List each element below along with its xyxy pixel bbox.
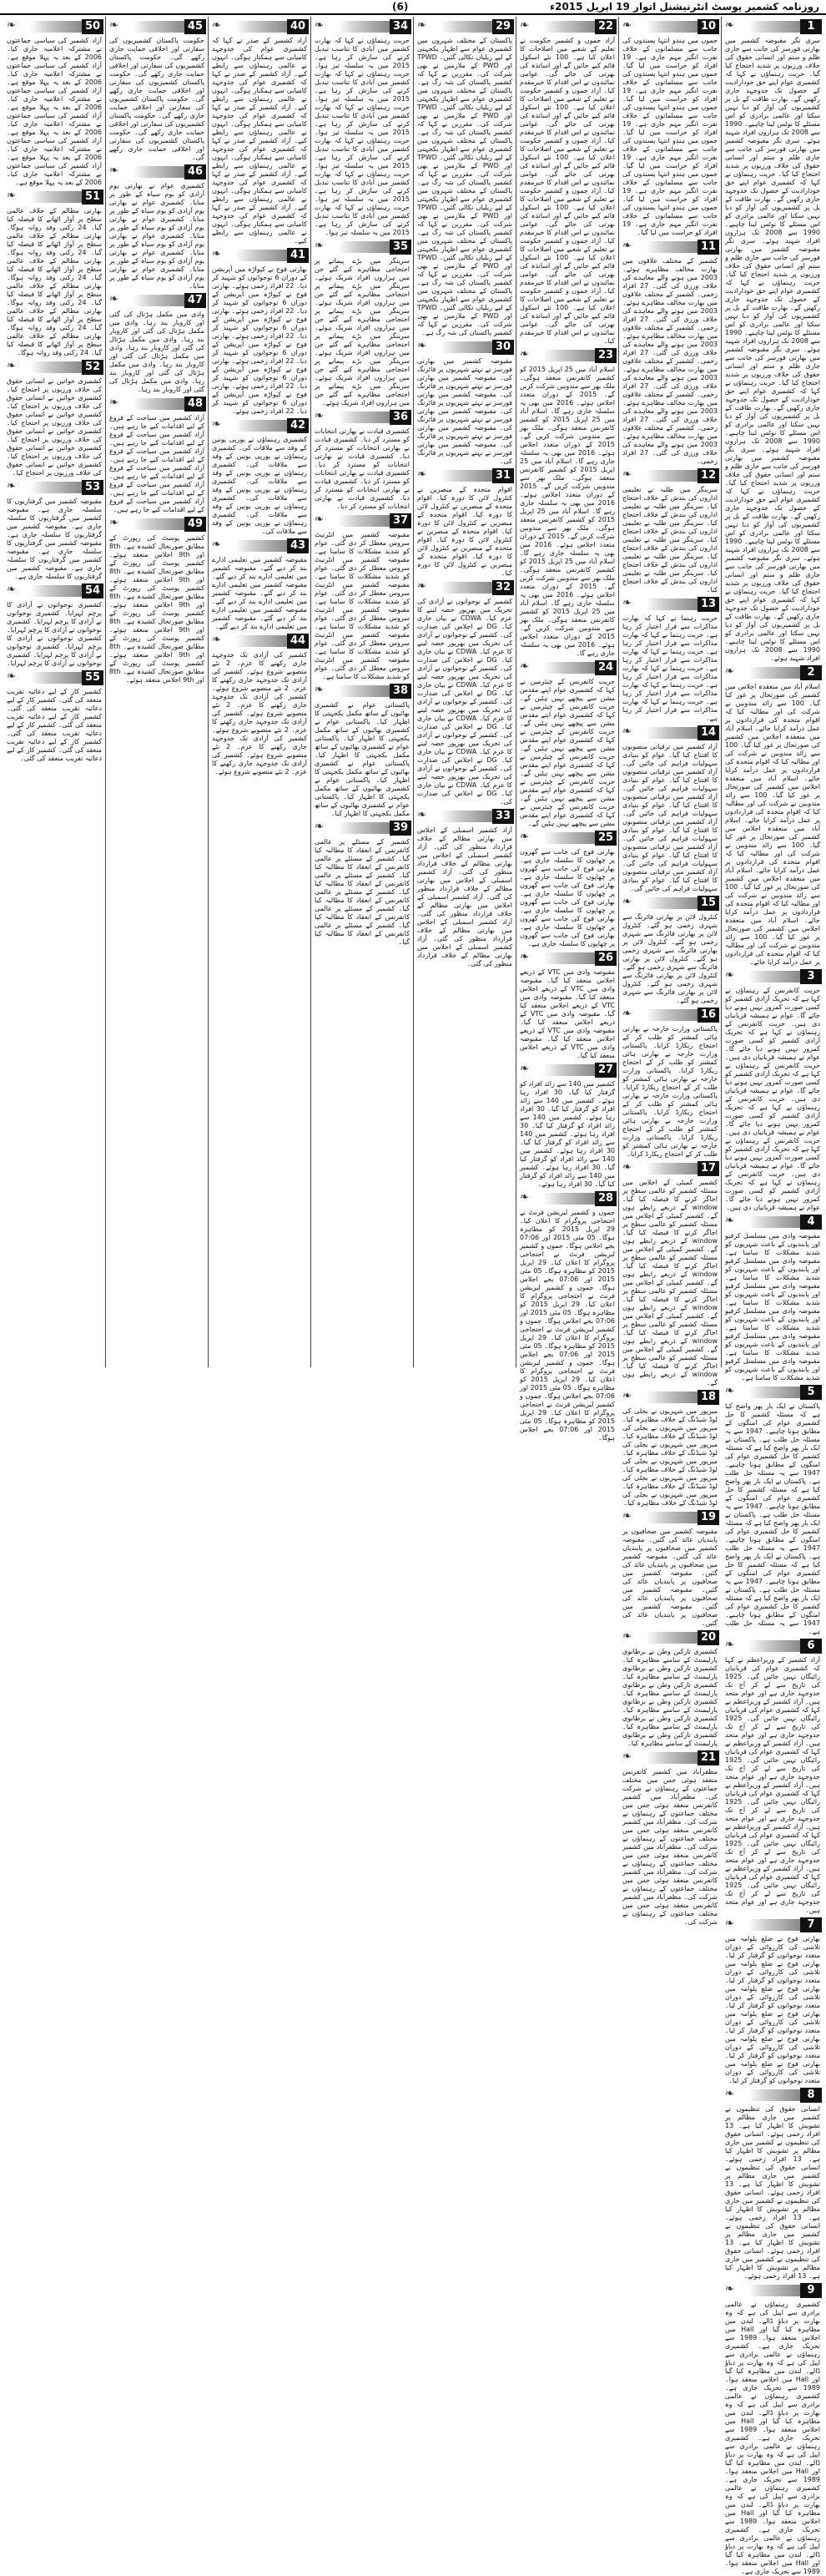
leaf-ornament-icon: ❧ (622, 1390, 632, 1402)
leaf-ornament-icon: ❧ (109, 517, 118, 529)
item-header (210, 19, 309, 34)
gradient-band (338, 822, 390, 834)
leaf-ornament-icon: ❧ (725, 2088, 734, 2100)
item-header (621, 240, 719, 255)
leaf-ornament-icon: ❧ (417, 580, 426, 593)
item-header (416, 340, 514, 355)
leaf-ornament-icon: ❧ (622, 468, 632, 481)
leaf-ornament-icon: ❧ (725, 969, 734, 982)
item-text: کشمیری تارکین وطن نے برطانوی پارلیمنٹ کے سامنے مظاہرہ کیا۔ کشمیری تارکین وطن نے برطانوی پارلیمنٹ کے سامنے مظاہرہ کیا۔ کشمیری تارکین وطن نے برطانوی پارلیمنٹ کے سامنے مظاہرہ کیا۔ کشمیری تارکین وطن نے برطانوی پارلیمنٹ کے سامنے مظاہرہ کیا۔ کشمیری تارکین وطن نے برطانوی پارلیمنٹ کے سامنے مظاہرہ کیا۔ کشمیری تارکین وطن نے برطانوی پارلیمنٹ کے سامنے مظاہرہ کیا۔ (622, 1648, 718, 1747)
masthead (0, 0, 826, 15)
item-text: بھارتی فوج نے ضلع پلوامہ میں تلاشی کی کارروائی کے دوران متعدد نوجوانوں کو گرفتار کر لیا۔ بھارتی فوج نے ضلع پلوامہ میں تلاشی کی کارروائی کے دوران متعدد نوجوانوں کو گرفتار کر لیا۔ بھارتی فوج نے ضلع پلوامہ میں تلاشی کی کارروائی کے دوران متعدد نوجوانوں کو گرفتار کر لیا۔ بھارتی فوج نے ضلع پلوامہ میں تلاشی کی کارروائی کے دوران متعدد نوجوانوں کو گرفتار کر لیا۔ بھارتی فوج نے ضلع پلوامہ میں تلاشی کی کارروائی کے دوران متعدد نوجوانوں کو گرفتار کر لیا۔ بھارتی فوج نے ضلع پلوامہ میں تلاشی کی کارروائی کے دوران متعدد نوجوانوں کو گرفتار کر لیا۔ (725, 1935, 820, 2084)
gradient-band (543, 1064, 595, 1076)
item-header (313, 240, 411, 255)
news-column (108, 17, 206, 1367)
leaf-ornament-icon: ❧ (520, 348, 529, 361)
leaf-ornament-icon: ❧ (315, 240, 324, 252)
item-text: مظفرآباد میں کشمیر کانفرنس منعقد ہوئی جس میں مختلف جماعتوں کے رہنماؤں نے شرکت کی۔ مظفرآباد میں کشمیر کانفرنس منعقد ہوئی جس میں مختلف جماعتوں کے رہنماؤں نے شرکت کی۔ مظفرآباد میں کشمیر کانفرنس منعقد ہوئی جس میں مختلف جماعتوں کے رہنماؤں نے شرکت کی۔ مظفرآباد میں کشمیر کانفرنس منعقد ہوئی جس میں مختلف جماعتوں کے رہنماؤں نے شرکت کی۔ مظفرآباد میں کشمیر کانفرنس منعقد ہوئی جس میں مختلف جماعتوں کے رہنماؤں نے شرکت کی۔ مظفرآباد میں کشمیر کانفرنس منعقد ہوئی جس میں مختلف جماعتوں کے رہنماؤں نے شرکت کی۔ (622, 1768, 718, 1926)
leaf-ornament-icon: ❧ (315, 821, 324, 833)
item-number-badge: 18 (698, 1390, 719, 1405)
gradient-band (646, 1163, 698, 1174)
item-text: کشمیر کے نوجوانوں نے آزادی کی تحریک میں بھرپور حصہ لینے کا عزم کیا۔ CDWA نے بیان جاری کیا۔ DG نے اجلاس کی صدارت کی۔ کشمیر کے نوجوانوں نے آزادی کی تحریک میں بھرپور حصہ لینے کا عزم کیا۔ CDWA نے بیان جاری کیا۔ DG نے اجلاس کی صدارت کی۔ کشمیر کے نوجوانوں نے آزادی کی تحریک میں بھرپور حصہ لینے کا عزم کیا۔ CDWA نے بیان جاری کیا۔ DG نے اجلاس کی صدارت کی۔ کشمیر کے نوجوانوں نے آزادی کی تحریک میں بھرپور حصہ لینے کا عزم کیا۔ CDWA نے بیان جاری کیا۔ DG نے اجلاس کی صدارت کی۔ کشمیر کے نوجوانوں نے آزادی کی تحریک میں بھرپور حصہ لینے کا عزم کیا۔ CDWA نے بیان جاری کیا۔ DG نے اجلاس کی صدارت کی۔ کشمیر کے نوجوانوں نے آزادی کی تحریک میں بھرپور حصہ لینے کا عزم کیا۔ CDWA نے بیان جاری کیا۔ DG نے اجلاس کی صدارت کی۔ (417, 598, 512, 806)
item-header (5, 670, 103, 685)
gradient-band (338, 412, 390, 423)
item-number-badge: 23 (595, 348, 617, 363)
item-text: کشمیر کمیٹی کے اجلاس میں مسئلہ کشمیر کو عالمی سطح پر اجاگر کرنے کا فیصلہ کیا گیا۔ window کے ذریعے رابطے ہوں گے۔ کشمیر کمیٹی کے اجلاس میں مسئلہ کشمیر کو عالمی سطح پر اجاگر کرنے کا فیصلہ کیا گیا۔ window کے ذریعے رابطے ہوں گے۔ کشمیر کمیٹی کے اجلاس میں مسئلہ کشمیر کو عالمی سطح پر اجاگر کرنے کا فیصلہ کیا گیا۔ window کے ذریعے رابطے ہوں گے۔ کشمیر کمیٹی کے اجلاس میں مسئلہ کشمیر کو عالمی سطح پر اجاگر کرنے کا فیصلہ کیا گیا۔ window کے ذریعے رابطے ہوں گے۔ کشمیر کمیٹی کے اجلاس میں مسئلہ کشمیر کو عالمی سطح پر اجاگر کرنے کا فیصلہ کیا گیا۔ window کے ذریعے رابطے ہوں گے۔ کشمیر کمیٹی کے اجلاس میں مسئلہ کشمیر کو عالمی سطح پر اجاگر کرنے کا فیصلہ کیا گیا۔ window کے ذریعے رابطے ہوں گے۔ (622, 1179, 718, 1386)
item-number-badge: 54 (82, 583, 103, 599)
item-text: کشمیری رہنماؤں نے یورپی یونین کے وفد سے ملاقات کی۔ کشمیری رہنماؤں نے یورپی یونین کے وفد سے ملاقات کی۔ کشمیری رہنماؤں نے یورپی یونین کے وفد سے ملاقات کی۔ کشمیری رہنماؤں نے یورپی یونین کے وفد سے ملاقات کی۔ کشمیری رہنماؤں نے یورپی یونین کے وفد سے ملاقات کی۔ کشمیری رہنماؤں نے یورپی یونین کے وفد سے ملاقات کی۔ (212, 436, 307, 535)
item-number-badge: 39 (390, 821, 411, 836)
item-text: بھارتی مظالم کے خلاف عالمی سطح پر آواز اٹھانے کا فیصلہ کیا گیا۔ 24 رکنی وفد روانہ ہوگا۔ بھارتی مظالم کے خلاف عالمی سطح پر آواز اٹھانے کا فیصلہ کیا گیا۔ 24 رکنی وفد روانہ ہوگا۔ بھارتی مظالم کے خلاف عالمی سطح پر آواز اٹھانے کا فیصلہ کیا گیا۔ 24 رکنی وفد روانہ ہوگا۔ بھارتی مظالم کے خلاف عالمی سطح پر آواز اٹھانے کا فیصلہ کیا گیا۔ 24 رکنی وفد روانہ ہوگا۔ بھارتی مظالم کے خلاف عالمی سطح پر آواز اٹھانے کا فیصلہ کیا گیا۔ 24 رکنی وفد روانہ ہوگا۔ بھارتی مظالم کے خلاف عالمی سطح پر آواز اٹھانے کا فیصلہ کیا گیا۔ 24 رکنی وفد روانہ ہوگا۔ (7, 207, 102, 356)
gradient-band (646, 897, 698, 909)
gradient-band (338, 241, 390, 253)
gradient-band (133, 398, 184, 410)
page-number: (6) (392, 1, 409, 13)
item-header (108, 397, 206, 412)
leaf-ornament-icon: ❧ (7, 480, 16, 492)
item-text: کشمیر میں 140 سے زائد افراد کو گرفتار کیا گیا۔ 30 افراد رہا ہوئے۔ کشمیر میں 140 سے زائد افراد کو گرفتار کیا گیا۔ 30 افراد رہا ہوئے۔ کشمیر میں 140 سے زائد افراد کو گرفتار کیا گیا۔ 30 افراد رہا ہوئے۔ کشمیر میں 140 سے زائد افراد کو گرفتار کیا گیا۔ 30 افراد رہا ہوئے۔ کشمیر میں 140 سے زائد افراد کو گرفتار کیا گیا۔ 30 افراد رہا ہوئے۔ کشمیر میں 140 سے زائد افراد کو گرفتار کیا گیا۔ 30 افراد رہا ہوئے۔ (520, 1080, 616, 1188)
item-text: اقوام متحدہ کے مبصرین نے کنٹرول لائن کا دورہ کیا۔ اقوام متحدہ کے مبصرین نے کنٹرول لائن کا دورہ کیا۔ اقوام متحدہ کے مبصرین نے کنٹرول لائن کا دورہ کیا۔ اقوام متحدہ کے مبصرین نے کنٹرول لائن کا دورہ کیا۔ اقوام متحدہ کے مبصرین نے کنٹرول لائن کا دورہ کیا۔ اقوام متحدہ کے مبصرین نے کنٹرول لائن کا دورہ کیا۔ (417, 486, 512, 577)
item-text: پاکستان کے مختلف شہروں میں کشمیری عوام سے اظہار یکجہتی کے لیے ریلیاں نکالی گئیں۔ TPWD اور PWD کے ملازمین نے بھی شرکت کی۔ مقررین نے کہا کہ کشمیر پاکستان کی شہ رگ ہے۔ پاکستان کے مختلف شہروں میں کشمیری عوام سے اظہار یکجہتی کے لیے ریلیاں نکالی گئیں۔ TPWD اور PWD کے ملازمین نے بھی شرکت کی۔ مقررین نے کہا کہ کشمیر پاکستان کی شہ رگ ہے۔ پاکستان کے مختلف شہروں میں کشمیری عوام سے اظہار یکجہتی کے لیے ریلیاں نکالی گئیں۔ TPWD اور PWD کے ملازمین نے بھی شرکت کی۔ مقررین نے کہا کہ کشمیر پاکستان کی شہ رگ ہے۔ پاکستان کے مختلف شہروں میں کشمیری عوام سے اظہار یکجہتی کے لیے ریلیاں نکالی گئیں۔ TPWD اور PWD کے ملازمین نے بھی شرکت کی۔ مقررین نے کہا کہ کشمیر پاکستان کی شہ رگ ہے۔ پاکستان کے مختلف شہروں میں کشمیری عوام سے اظہار یکجہتی کے لیے ریلیاں نکالی گئیں۔ TPWD اور PWD کے ملازمین نے بھی شرکت کی۔ مقررین نے کہا کہ کشمیر پاکستان کی شہ رگ ہے۔ پاکستان کے مختلف شہروں میں کشمیری عوام سے اظہار یکجہتی کے لیے ریلیاں نکالی گئیں۔ TPWD اور PWD کے ملازمین نے بھی شرکت کی۔ مقررین نے کہا کہ کشمیر پاکستان کی شہ رگ ہے۔ (417, 37, 513, 336)
gradient-band (543, 350, 595, 361)
gradient-band (338, 685, 390, 697)
leaf-ornament-icon: ❧ (622, 19, 632, 32)
item-header (416, 809, 514, 824)
item-text: بھارتی فوج نے کپواڑہ میں آپریشن کے دوران 6 نوجوانوں کو شہید کر دیا۔ 22 افراد زخمی ہوئے۔ بھارتی فوج نے کپواڑہ میں آپریشن کے دوران 6 نوجوانوں کو شہید کر دیا۔ 22 افراد زخمی ہوئے۔ بھارتی فوج نے کپواڑہ میں آپریشن کے دوران 6 نوجوانوں کو شہید کر دیا۔ 22 افراد زخمی ہوئے۔ بھارتی فوج نے کپواڑہ میں آپریشن کے دوران 6 نوجوانوں کو شہید کر دیا۔ 22 افراد زخمی ہوئے۔ بھارتی فوج نے کپواڑہ میں آپریشن کے دوران 6 نوجوانوں کو شہید کر دیا۔ 22 افراد زخمی ہوئے۔ بھارتی فوج نے کپواڑہ میں آپریشن کے دوران 6 نوجوانوں کو شہید کر دیا۔ 22 افراد زخمی ہوئے۔ (212, 265, 308, 415)
gradient-band (338, 515, 390, 527)
gradient-band (646, 241, 698, 253)
leaf-ornament-icon: ❧ (315, 513, 324, 526)
item-number-badge: 17 (698, 1161, 719, 1176)
gradient-band (748, 2285, 800, 2296)
leaf-ornament-icon: ❧ (725, 19, 734, 32)
item-header (723, 1917, 822, 1932)
item-header (621, 1390, 719, 1405)
gradient-band (748, 21, 800, 33)
item-number-badge: 45 (184, 19, 206, 34)
item-number-badge: 6 (800, 1639, 822, 1654)
item-header (210, 418, 309, 433)
item-number-badge: 53 (82, 480, 103, 495)
item-number-badge: 46 (184, 164, 206, 179)
item-header (621, 1510, 719, 1525)
item-number-badge: 28 (595, 1191, 617, 1206)
news-column (621, 17, 719, 1926)
column-rule (208, 17, 209, 1367)
leaf-ornament-icon: ❧ (212, 538, 221, 551)
item-number-badge: 42 (287, 418, 309, 433)
item-number-badge: 41 (287, 248, 309, 263)
item-number-badge: 33 (492, 809, 514, 824)
gradient-band (748, 1216, 800, 1228)
item-header (210, 634, 309, 649)
leaf-ornament-icon: ❧ (315, 19, 324, 32)
item-text: سرینگر میں بڑے پیمانے پر احتجاجی مظاہرے کیے گئے جن میں ہزاروں افراد شریک ہوئے۔ سرینگر میں بڑے پیمانے پر احتجاجی مظاہرے کیے گئے جن میں ہزاروں افراد شریک ہوئے۔ سرینگر میں بڑے پیمانے پر احتجاجی مظاہرے کیے گئے جن میں ہزاروں افراد شریک ہوئے۔ سرینگر میں بڑے پیمانے پر احتجاجی مظاہرے کیے گئے جن میں ہزاروں افراد شریک ہوئے۔ سرینگر میں بڑے پیمانے پر احتجاجی مظاہرے کیے گئے جن میں ہزاروں افراد شریک ہوئے۔ سرینگر میں بڑے پیمانے پر احتجاجی مظاہرے کیے گئے جن میں ہزاروں افراد شریک ہوئے۔ (315, 257, 410, 407)
item-number-badge: 13 (698, 597, 719, 612)
item-number-badge: 50 (82, 19, 103, 34)
item-header (723, 1639, 822, 1654)
leaf-ornament-icon: ❧ (520, 660, 529, 673)
gradient-band (748, 971, 800, 982)
item-header (313, 513, 411, 528)
item-header (621, 597, 719, 612)
item-text: مقبوضہ کشمیر میں تعلیمی ادارے بند کر دیے گئے۔ مقبوضہ کشمیر میں تعلیمی ادارے بند کر دیے گئے۔ مقبوضہ کشمیر میں تعلیمی ادارے بند کر دیے گئے۔ مقبوضہ کشمیر میں تعلیمی ادارے بند کر دیے گئے۔ مقبوضہ کشمیر میں تعلیمی ادارے بند کر دیے گئے۔ مقبوضہ کشمیر میں تعلیمی ادارے بند کر دیے گئے۔ (212, 556, 307, 630)
item-number-badge: 36 (390, 410, 411, 425)
item-number-badge: 40 (287, 19, 309, 34)
item-text: مقبوضہ کشمیر میں گرفتاریوں کا سلسلہ جاری ہے۔ مقبوضہ کشمیر میں گرفتاریوں کا سلسلہ جاری ہے۔ مقبوضہ کشمیر میں گرفتاریوں کا سلسلہ جاری ہے۔ مقبوضہ کشمیر میں گرفتاریوں کا سلسلہ جاری ہے۔ مقبوضہ کشمیر میں گرفتاریوں کا سلسلہ جاری ہے۔ مقبوضہ کشمیر میں گرفتاریوں کا سلسلہ جاری ہے۔ (7, 498, 102, 580)
item-number-badge: 10 (698, 19, 719, 34)
leaf-ornament-icon: ❧ (725, 1639, 734, 1651)
gradient-band (543, 21, 595, 33)
item-text: پاکستانی عوام نے کشمیری بھائیوں کے ساتھ مکمل یکجہتی کا اظہار کیا۔ پاکستانی عوام نے کشمیری بھائیوں کے ساتھ مکمل یکجہتی کا اظہار کیا۔ پاکستانی عوام نے کشمیری بھائیوں کے ساتھ مکمل یکجہتی کا اظہار کیا۔ پاکستانی عوام نے کشمیری بھائیوں کے ساتھ مکمل یکجہتی کا اظہار کیا۔ پاکستانی عوام نے کشمیری بھائیوں کے ساتھ مکمل یکجہتی کا اظہار کیا۔ پاکستانی عوام نے کشمیری بھائیوں کے ساتھ مکمل یکجہتی کا اظہار کیا۔ (315, 701, 410, 817)
item-text: کنٹرول لائن پر بھارتی فائرنگ سے شہری زخمی ہو گئے۔ کنٹرول لائن پر بھارتی فائرنگ سے شہری زخمی ہو گئے۔ کنٹرول لائن پر بھارتی فائرنگ سے شہری زخمی ہو گئے۔ کنٹرول لائن پر بھارتی فائرنگ سے شہری زخمی ہو گئے۔ کنٹرول لائن پر بھارتی فائرنگ سے شہری زخمی ہو گئے۔ کنٹرول لائن پر بھارتی فائرنگ سے شہری زخمی ہو گئے۔ (622, 913, 718, 1004)
gradient-band (441, 341, 492, 353)
item-text: آزاد کشمیر کی سیاسی جماعتوں نے مشترکہ اعلامیہ جاری کیا۔ 2006 کے بعد یہ پہلا موقع ہے۔ آزاد کشمیر کی سیاسی جماعتوں نے مشترکہ اعلامیہ جاری کیا۔ 2006 کے بعد یہ پہلا موقع ہے۔ آزاد کشمیر کی سیاسی جماعتوں نے مشترکہ اعلامیہ جاری کیا۔ 2006 کے بعد یہ پہلا موقع ہے۔ آزاد کشمیر کی سیاسی جماعتوں نے مشترکہ اعلامیہ جاری کیا۔ 2006 کے بعد یہ پہلا موقع ہے۔ آزاد کشمیر کی سیاسی جماعتوں نے مشترکہ اعلامیہ جاری کیا۔ 2006 کے بعد یہ پہلا موقع ہے۔ آزاد کشمیر کی سیاسی جماعتوں نے مشترکہ اعلامیہ جاری کیا۔ 2006 کے بعد یہ پہلا موقع ہے۔ (7, 37, 102, 186)
item-header (723, 1215, 822, 1230)
item-number-badge: 47 (184, 293, 206, 308)
item-text: اسلام آباد میں منعقدہ اجلاس میں کشمیر کی صورتحال پر غور کیا گیا۔ 100 سے زائد مندوبین نے شرکت کی اور مطالبہ کیا کہ اقوام متحدہ کی قراردادوں پر عمل درآمد کرایا جائے۔ اسلام آباد میں منعقدہ اجلاس میں کشمیر کی صورتحال پر غور کیا گیا۔ 100 سے زائد مندوبین نے شرکت کی اور مطالبہ کیا کہ اقوام متحدہ کی قراردادوں پر عمل درآمد کرایا جائے۔ اسلام آباد میں منعقدہ اجلاس میں کشمیر کی صورتحال پر غور کیا گیا۔ 100 سے زائد مندوبین نے شرکت کی اور مطالبہ کیا کہ اقوام متحدہ کی قراردادوں پر عمل درآمد کرایا جائے۔ اسلام آباد میں منعقدہ اجلاس میں کشمیر کی صورتحال پر غور کیا گیا۔ 100 سے زائد مندوبین نے شرکت کی اور مطالبہ کیا کہ اقوام متحدہ کی قراردادوں پر عمل درآمد کرایا جائے۔ اسلام آباد میں منعقدہ اجلاس میں کشمیر کی صورتحال پر غور کیا گیا۔ 100 سے زائد مندوبین نے شرکت کی اور مطالبہ کیا کہ اقوام متحدہ کی قراردادوں پر عمل درآمد کرایا جائے۔ اسلام آباد میں منعقدہ اجلاس میں کشمیر کی صورتحال پر غور کیا گیا۔ 100 سے زائد مندوبین نے شرکت کی اور مطالبہ کیا کہ اقوام متحدہ کی قراردادوں پر عمل درآمد کرایا جائے۔ (725, 683, 821, 966)
gradient-band (133, 166, 184, 178)
gradient-band (235, 250, 287, 261)
item-number-badge: 52 (82, 360, 103, 375)
item-text: حریت کانفرنس کے رہنماؤں نے کہا ہے کہ تحریک آزادی کشمیر کو کسی صورت کمزور نہیں ہونے دیا جائے گا۔ عوام نے ہمیشہ قربانیاں دی ہیں۔ حریت کانفرنس کے رہنماؤں نے کہا ہے کہ تحریک آزادی کشمیر کو کسی صورت کمزور نہیں ہونے دیا جائے گا۔ عوام نے ہمیشہ قربانیاں دی ہیں۔ حریت کانفرنس کے رہنماؤں نے کہا ہے کہ تحریک آزادی کشمیر کو کسی صورت کمزور نہیں ہونے دیا جائے گا۔ عوام نے ہمیشہ قربانیاں دی ہیں۔ حریت کانفرنس کے رہنماؤں نے کہا ہے کہ تحریک آزادی کشمیر کو کسی صورت کمزور نہیں ہونے دیا جائے گا۔ عوام نے ہمیشہ قربانیاں دی ہیں۔ حریت کانفرنس کے رہنماؤں نے کہا ہے کہ تحریک آزادی کشمیر کو کسی صورت کمزور نہیں ہونے دیا جائے گا۔ عوام نے ہمیشہ قربانیاں دی ہیں۔ حریت کانفرنس کے رہنماؤں نے کہا ہے کہ تحریک آزادی کشمیر کو کسی صورت کمزور نہیں ہونے دیا جائے گا۔ عوام نے ہمیشہ قربانیاں دی ہیں۔ (725, 987, 820, 1211)
item-text: کشمیر پوسٹ کی رپورٹ کے مطابق صورتحال کشیدہ ہے۔ 8th اور 9th اجلاس منعقد ہوئے۔ کشمیر پوسٹ کی رپورٹ کے مطابق صورتحال کشیدہ ہے۔ 8th اور 9th اجلاس منعقد ہوئے۔ کشمیر پوسٹ کی رپورٹ کے مطابق صورتحال کشیدہ ہے۔ 8th اور 9th اجلاس منعقد ہوئے۔ کشمیر پوسٹ کی رپورٹ کے مطابق صورتحال کشیدہ ہے۔ 8th اور 9th اجلاس منعقد ہوئے۔ کشمیر پوسٹ کی رپورٹ کے مطابق صورتحال کشیدہ ہے۔ 8th اور 9th اجلاس منعقد ہوئے۔ کشمیر پوسٹ کی رپورٹ کے مطابق صورتحال کشیدہ ہے۔ 8th اور 9th اجلاس منعقد ہوئے۔ (109, 534, 204, 684)
column-rule (310, 17, 311, 1367)
item-text: اسلام آباد میں 25 اپریل 2015 کو کشمیر کانفرنس منعقد ہوگی۔ ملک بھر سے مندوبین شرکت کریں گے۔ 2015 کے دوران متعدد اجلاس ہوئے۔ 2016 میں بھی یہ سلسلہ جاری رہے گا۔ اسلام آباد میں 25 اپریل 2015 کو کشمیر کانفرنس منعقد ہوگی۔ ملک بھر سے مندوبین شرکت کریں گے۔ 2015 کے دوران متعدد اجلاس ہوئے۔ 2016 میں بھی یہ سلسلہ جاری رہے گا۔ اسلام آباد میں 25 اپریل 2015 کو کشمیر کانفرنس منعقد ہوگی۔ ملک بھر سے مندوبین شرکت کریں گے۔ 2015 کے دوران متعدد اجلاس ہوئے۔ 2016 میں بھی یہ سلسلہ جاری رہے گا۔ اسلام آباد میں 25 اپریل 2015 کو کشمیر کانفرنس منعقد ہوگی۔ ملک بھر سے مندوبین شرکت کریں گے۔ 2015 کے دوران متعدد اجلاس ہوئے۔ 2016 میں بھی یہ سلسلہ جاری رہے گا۔ اسلام آباد میں 25 اپریل 2015 کو کشمیر کانفرنس منعقد ہوگی۔ ملک بھر سے مندوبین شرکت کریں گے۔ 2015 کے دوران متعدد اجلاس ہوئے۔ 2016 میں بھی یہ سلسلہ جاری رہے گا۔ اسلام آباد میں 25 اپریل 2015 کو کشمیر کانفرنس منعقد ہوگی۔ ملک بھر سے مندوبین شرکت کریں گے۔ 2015 کے دوران متعدد اجلاس ہوئے۔ 2016 میں بھی یہ سلسلہ جاری رہے گا۔ (520, 366, 616, 657)
leaf-ornament-icon: ❧ (725, 1917, 734, 1930)
gradient-band (748, 1919, 800, 1931)
item-number-badge: 48 (184, 397, 206, 412)
item-number-badge: 31 (492, 468, 514, 483)
leaf-ornament-icon: ❧ (315, 684, 324, 696)
item-header (5, 583, 103, 599)
news-column (313, 17, 411, 1367)
leaf-ornament-icon: ❧ (417, 19, 426, 32)
item-number-badge: 26 (595, 951, 617, 966)
leaf-ornament-icon: ❧ (212, 248, 221, 260)
leaf-ornament-icon: ❧ (622, 1630, 632, 1643)
leaf-ornament-icon: ❧ (109, 19, 118, 32)
item-text: وادی میں مکمل ہڑتال کی گئی اور کاروبار بند رہا۔ وادی میں مکمل ہڑتال کی گئی اور کاروبار بند رہا۔ وادی میں مکمل ہڑتال کی گئی اور کاروبار بند رہا۔ وادی میں مکمل ہڑتال کی گئی اور کاروبار بند رہا۔ وادی میں مکمل ہڑتال کی گئی اور کاروبار بند رہا۔ وادی میں مکمل ہڑتال کی گئی اور کاروبار بند رہا۔ (109, 311, 204, 393)
item-text: حکومت پاکستان کشمیریوں کی سفارتی اور اخلاقی حمایت جاری رکھے گی۔ حکومت پاکستان کشمیریوں کی سفارتی اور اخلاقی حمایت جاری رکھے گی۔ حکومت پاکستان کشمیریوں کی سفارتی اور اخلاقی حمایت جاری رکھے گی۔ حکومت پاکستان کشمیریوں کی سفارتی اور اخلاقی حمایت جاری رکھے گی۔ حکومت پاکستان کشمیریوں کی سفارتی اور اخلاقی حمایت جاری رکھے گی۔ حکومت پاکستان کشمیریوں کی سفارتی اور اخلاقی حمایت جاری رکھے گی۔ (109, 37, 204, 161)
item-header (621, 725, 719, 740)
gradient-band (235, 21, 287, 33)
item-number-badge: 38 (390, 684, 411, 699)
item-header (416, 19, 514, 34)
item-number-badge: 32 (492, 580, 514, 595)
item-text: حریت کانفرنس کے چیئرمین نے کہا کہ کشمیری عوام اپنے مقدس مشن سے پیچھے نہیں ہٹیں گے۔ حریت کانفرنس کے چیئرمین نے کہا کہ کشمیری عوام اپنے مقدس مشن سے پیچھے نہیں ہٹیں گے۔ حریت کانفرنس کے چیئرمین نے کہا کہ کشمیری عوام اپنے مقدس مشن سے پیچھے نہیں ہٹیں گے۔ حریت کانفرنس کے چیئرمین نے کہا کہ کشمیری عوام اپنے مقدس مشن سے پیچھے نہیں ہٹیں گے۔ حریت کانفرنس کے چیئرمین نے کہا کہ کشمیری عوام اپنے مقدس مشن سے پیچھے نہیں ہٹیں گے۔ حریت کانفرنس کے چیئرمین نے کہا کہ کشمیری عوام اپنے مقدس مشن سے پیچھے نہیں ہٹیں گے۔ (520, 678, 615, 827)
item-header (518, 1191, 617, 1206)
item-text: انسانی حقوق کی تنظیموں نے کشمیر میں جاری مظالم پر تشویش کا اظہار کیا ہے۔ 13 افراد زخمی ہوئے۔ انسانی حقوق کی تنظیموں نے کشمیر میں جاری مظالم پر تشویش کا اظہار کیا ہے۔ 13 افراد زخمی ہوئے۔ انسانی حقوق کی تنظیموں نے کشمیر میں جاری مظالم پر تشویش کا اظہار کیا ہے۔ 13 افراد زخمی ہوئے۔ انسانی حقوق کی تنظیموں نے کشمیر میں جاری مظالم پر تشویش کا اظہار کیا ہے۔ 13 افراد زخمی ہوئے۔ انسانی حقوق کی تنظیموں نے کشمیر میں جاری مظالم پر تشویش کا اظہار کیا ہے۔ 13 افراد زخمی ہوئے۔ انسانی حقوق کی تنظیموں نے کشمیر میں جاری مظالم پر تشویش کا اظہار کیا ہے۔ 13 افراد زخمی ہوئے۔ (725, 2105, 820, 2280)
item-text: سرینگر میں طلبہ نے تعلیمی اداروں کی بندش کے خلاف احتجاج کیا۔ سرینگر میں طلبہ نے تعلیمی اداروں کی بندش کے خلاف احتجاج کیا۔ سرینگر میں طلبہ نے تعلیمی اداروں کی بندش کے خلاف احتجاج کیا۔ سرینگر میں طلبہ نے تعلیمی اداروں کی بندش کے خلاف احتجاج کیا۔ سرینگر میں طلبہ نے تعلیمی اداروں کی بندش کے خلاف احتجاج کیا۔ سرینگر میں طلبہ نے تعلیمی اداروں کی بندش کے خلاف احتجاج کیا۔ (622, 486, 718, 593)
item-text: پاکستان نے ایک بار پھر واضح کیا ہے کہ مسئلہ کشمیر کا حل کشمیری عوام کی امنگوں کے مطابق ہونا چاہیے۔ 1947 سے یہ مسئلہ حل طلب ہے۔ پاکستان نے ایک بار پھر واضح کیا ہے کہ مسئلہ کشمیر کا حل کشمیری عوام کی امنگوں کے مطابق ہونا چاہیے۔ 1947 سے یہ مسئلہ حل طلب ہے۔ پاکستان نے ایک بار پھر واضح کیا ہے کہ مسئلہ کشمیر کا حل کشمیری عوام کی امنگوں کے مطابق ہونا چاہیے۔ 1947 سے یہ مسئلہ حل طلب ہے۔ پاکستان نے ایک بار پھر واضح کیا ہے کہ مسئلہ کشمیر کا حل کشمیری عوام کی امنگوں کے مطابق ہونا چاہیے۔ 1947 سے یہ مسئلہ حل طلب ہے۔ پاکستان نے ایک بار پھر واضح کیا ہے کہ مسئلہ کشمیر کا حل کشمیری عوام کی امنگوں کے مطابق ہونا چاہیے۔ 1947 سے یہ مسئلہ حل طلب ہے۔ پاکستان نے ایک بار پھر واضح کیا ہے کہ مسئلہ کشمیر کا حل کشمیری عوام کی امنگوں کے مطابق ہونا چاہیے۔ 1947 سے یہ مسئلہ حل طلب ہے۔ (724, 1402, 821, 1635)
leaf-ornament-icon: ❧ (7, 19, 16, 32)
item-text: آزاد کشمیر اسمبلی کے اجلاس میں بھارتی مظالم کے خلاف قرارداد منظور کی گئی۔ آزاد کشمیر اسمبلی کے اجلاس میں بھارتی مظالم کے خلاف قرارداد منظور کی گئی۔ آزاد کشمیر اسمبلی کے اجلاس میں بھارتی مظالم کے خلاف قرارداد منظور کی گئی۔ آزاد کشمیر اسمبلی کے اجلاس میں بھارتی مظالم کے خلاف قرارداد منظور کی گئی۔ آزاد کشمیر اسمبلی کے اجلاس میں بھارتی مظالم کے خلاف قرارداد منظور کی گئی۔ آزاد کشمیر اسمبلی کے اجلاس میں بھارتی مظالم کے خلاف قرارداد منظور کی گئی۔ (417, 826, 512, 967)
gradient-band (441, 811, 492, 822)
item-header (5, 19, 103, 34)
gradient-band (646, 727, 698, 739)
item-number-badge: 4 (800, 1215, 822, 1230)
item-number-badge: 35 (390, 240, 411, 255)
item-text: آزاد کشمیر میں ترقیاتی منصوبوں کا افتتاح کیا گیا۔ عوام کو بنیادی سہولیات فراہم کی جائیں گی۔ آزاد کشمیر میں ترقیاتی منصوبوں کا افتتاح کیا گیا۔ عوام کو بنیادی سہولیات فراہم کی جائیں گی۔ آزاد کشمیر میں ترقیاتی منصوبوں کا افتتاح کیا گیا۔ عوام کو بنیادی سہولیات فراہم کی جائیں گی۔ آزاد کشمیر میں ترقیاتی منصوبوں کا افتتاح کیا گیا۔ عوام کو بنیادی سہولیات فراہم کی جائیں گی۔ آزاد کشمیر میں ترقیاتی منصوبوں کا افتتاح کیا گیا۔ عوام کو بنیادی سہولیات فراہم کی جائیں گی۔ آزاد کشمیر میں ترقیاتی منصوبوں کا افتتاح کیا گیا۔ عوام کو بنیادی سہولیات فراہم کی جائیں گی۔ (622, 743, 718, 892)
item-header (518, 831, 617, 846)
leaf-ornament-icon: ❧ (520, 1063, 529, 1075)
item-header (108, 293, 206, 308)
item-header (518, 19, 617, 34)
item-header (518, 1063, 617, 1078)
item-number-badge: 29 (492, 19, 514, 34)
item-number-badge: 9 (800, 2283, 822, 2298)
leaf-ornament-icon: ❧ (109, 164, 118, 177)
gradient-band (133, 518, 184, 530)
leaf-ornament-icon: ❧ (7, 189, 16, 202)
leaf-ornament-icon: ❧ (622, 1750, 632, 1763)
leaf-ornament-icon: ❧ (520, 831, 529, 843)
news-column (518, 17, 617, 1442)
leaf-ornament-icon: ❧ (725, 1215, 734, 1227)
news-column (5, 17, 103, 1367)
item-header (621, 1630, 719, 1645)
gradient-band (235, 540, 287, 552)
item-text: سری نگر مقبوضہ کشمیر میں بھارتی فورسز کی جانب سے جاری ظلم و ستم اور انسانی حقوق کی خلاف ورزیوں پر شدید احتجاج کیا گیا۔ حریت رہنماؤں نے کہا کہ کشمیری عوام اپنے حق خودارادیت کے حصول تک جدوجہد جاری رکھیں گے۔ بھارت طاقت کے بل پر کشمیریوں کی آواز کو دبا نہیں سکتا اور عالمی برادری کو اس مسئلے کا نوٹس لینا چاہیے۔ 1990 سے 2008 تک ہزاروں افراد شہید ہوئے۔ سری نگر مقبوضہ کشمیر میں بھارتی فورسز کی جانب سے جاری ظلم و ستم اور انسانی حقوق کی خلاف ورزیوں پر شدید احتجاج کیا گیا۔ حریت رہنماؤں نے کہا کہ کشمیری عوام اپنے حق خودارادیت کے حصول تک جدوجہد جاری رکھیں گے۔ بھارت طاقت کے بل پر کشمیریوں کی آواز کو دبا نہیں سکتا اور عالمی برادری کو اس مسئلے کا نوٹس لینا چاہیے۔ 1990 سے 2008 تک ہزاروں افراد شہید ہوئے۔ سری نگر مقبوضہ کشمیر میں بھارتی فورسز کی جانب سے جاری ظلم و ستم اور انسانی حقوق کی خلاف ورزیوں پر شدید احتجاج کیا گیا۔ حریت رہنماؤں نے کہا کہ کشمیری عوام اپنے حق خودارادیت کے حصول تک جدوجہد جاری رکھیں گے۔ بھارت طاقت کے بل پر کشمیریوں کی آواز کو دبا نہیں سکتا اور عالمی برادری کو اس مسئلے کا نوٹس لینا چاہیے۔ 1990 سے 2008 تک ہزاروں افراد شہید ہوئے۔ سری نگر مقبوضہ کشمیر میں بھارتی فورسز کی جانب سے جاری ظلم و ستم اور انسانی حقوق کی خلاف ورزیوں پر شدید احتجاج کیا گیا۔ حریت رہنماؤں نے کہا کہ کشمیری عوام اپنے حق خودارادیت کے حصول تک جدوجہد جاری رکھیں گے۔ بھارت طاقت کے بل پر کشمیریوں کی آواز کو دبا نہیں سکتا اور عالمی برادری کو اس مسئلے کا نوٹس لینا چاہیے۔ 1990 سے 2008 تک ہزاروں افراد شہید ہوئے۔ سری نگر مقبوضہ کشمیر میں بھارتی فورسز کی جانب سے جاری ظلم و ستم اور انسانی حقوق کی خلاف ورزیوں پر شدید احتجاج کیا گیا۔ حریت رہنماؤں نے کہا کہ کشمیری عوام اپنے حق خودارادیت کے حصول تک جدوجہد جاری رکھیں گے۔ بھارت طاقت کے بل پر کشمیریوں کی آواز کو دبا نہیں سکتا اور عالمی برادری کو اس مسئلے کا نوٹس لینا چاہیے۔ 1990 سے 2008 تک ہزاروں افراد شہید ہوئے۔ سری نگر مقبوضہ کشمیر میں بھارتی فورسز کی جانب سے جاری ظلم و ستم اور انسانی حقوق کی خلاف ورزیوں پر شدید احتجاج کیا گیا۔ حریت رہنماؤں نے کہا کہ کشمیری عوام اپنے حق خودارادیت کے حصول تک جدوجہد جاری رکھیں گے۔ بھارت طاقت کے بل پر کشمیریوں کی آواز کو دبا نہیں سکتا اور عالمی برادری کو اس مسئلے کا نوٹس لینا چاہیے۔ 1990 سے 2008 تک ہزاروں افراد شہید ہوئے۔ (725, 37, 821, 662)
item-number-badge: 24 (595, 660, 617, 675)
gradient-band (30, 482, 82, 493)
newspaper-title: روزنامہ کشمیر پوسٹ انٹرنیشنل اتوار 19 اپریل 2015ء (549, 1, 819, 13)
leaf-ornament-icon: ❧ (622, 725, 632, 738)
item-header (416, 468, 514, 483)
column-rule (721, 17, 722, 1367)
gradient-band (646, 21, 698, 33)
item-text: مقبوضہ وادی میں VTC کے ذریعے اجلاس منعقد کیا گیا۔ مقبوضہ وادی میں VTC کے ذریعے اجلاس منعقد کیا گیا۔ مقبوضہ وادی میں VTC کے ذریعے اجلاس منعقد کیا گیا۔ مقبوضہ وادی میں VTC کے ذریعے اجلاس منعقد کیا گیا۔ مقبوضہ وادی میں VTC کے ذریعے اجلاس منعقد کیا گیا۔ مقبوضہ وادی میں VTC کے ذریعے اجلاس منعقد کیا گیا۔ (520, 968, 616, 1059)
leaf-ornament-icon: ❧ (622, 1510, 632, 1523)
item-number-badge: 51 (82, 189, 103, 205)
item-number-badge: 49 (184, 517, 206, 532)
item-text: کشمیری نوجوانوں نے آزادی کا پرچم لہرایا۔ کشمیری نوجوانوں نے آزادی کا پرچم لہرایا۔ کشمیری نوجوانوں نے آزادی کا پرچم لہرایا۔ کشمیری نوجوانوں نے آزادی کا پرچم لہرایا۔ کشمیری نوجوانوں نے آزادی کا پرچم لہرایا۔ کشمیری نوجوانوں نے آزادی کا پرچم لہرایا۔ (7, 601, 102, 667)
leaf-ornament-icon: ❧ (520, 951, 529, 963)
item-number-badge: 8 (800, 2088, 822, 2103)
item-header (621, 1750, 719, 1765)
leaf-ornament-icon: ❧ (109, 293, 118, 306)
item-number-badge: 5 (800, 1385, 822, 1400)
leaf-ornament-icon: ❧ (315, 410, 324, 422)
item-text: کشمیر کاز کے لیے دعائیہ تقریب منعقد کی گئی۔ کشمیر کاز کے لیے دعائیہ تقریب منعقد کی گئی۔ کشمیر کاز کے لیے دعائیہ تقریب منعقد کی گئی۔ کشمیر کاز کے لیے دعائیہ تقریب منعقد کی گئی۔ کشمیر کاز کے لیے دعائیہ تقریب منعقد کی گئی۔ کشمیر کاز کے لیے دعائیہ تقریب منعقد کی گئی۔ (7, 688, 102, 762)
item-header (621, 896, 719, 911)
item-header (313, 19, 411, 34)
item-header (723, 1385, 822, 1400)
item-number-badge: 37 (390, 513, 411, 528)
item-header (723, 2088, 822, 2103)
item-text: کشمیری عوام نے بھارتی یوم آزادی کو یوم سیاہ کے طور پر منایا۔ کشمیری عوام نے بھارتی یوم آزادی کو یوم سیاہ کے طور پر منایا۔ کشمیری عوام نے بھارتی یوم آزادی کو یوم سیاہ کے طور پر منایا۔ کشمیری عوام نے بھارتی یوم آزادی کو یوم سیاہ کے طور پر منایا۔ کشمیری عوام نے بھارتی یوم آزادی کو یوم سیاہ کے طور پر منایا۔ کشمیری عوام نے بھارتی یوم آزادی کو یوم سیاہ کے طور پر منایا۔ (109, 182, 204, 290)
item-number-badge: 43 (287, 538, 309, 553)
news-column (723, 17, 822, 2575)
item-number-badge: 7 (800, 1917, 822, 1932)
gradient-band (646, 1632, 698, 1644)
gradient-band (748, 1386, 800, 1398)
item-number-badge: 11 (698, 240, 719, 255)
gradient-band (543, 832, 595, 844)
item-header (5, 480, 103, 495)
gradient-band (646, 1009, 698, 1021)
gradient-band (30, 191, 82, 203)
item-number-badge: 30 (492, 340, 514, 355)
gradient-band (646, 1392, 698, 1403)
item-header (108, 517, 206, 532)
leaf-ornament-icon: ❧ (7, 670, 16, 683)
item-text: حریت رہنماؤں نے کہا کہ بھارت کشمیر میں آبادی کا تناسب تبدیل کرنے کی سازش کر رہا ہے۔ 2015 میں یہ سلسلہ تیز ہوا۔ حریت رہنماؤں نے کہا کہ بھارت کشمیر میں آبادی کا تناسب تبدیل کرنے کی سازش کر رہا ہے۔ 2015 میں یہ سلسلہ تیز ہوا۔ حریت رہنماؤں نے کہا کہ بھارت کشمیر میں آبادی کا تناسب تبدیل کرنے کی سازش کر رہا ہے۔ 2015 میں یہ سلسلہ تیز ہوا۔ حریت رہنماؤں نے کہا کہ بھارت کشمیر میں آبادی کا تناسب تبدیل کرنے کی سازش کر رہا ہے۔ 2015 میں یہ سلسلہ تیز ہوا۔ حریت رہنماؤں نے کہا کہ بھارت کشمیر میں آبادی کا تناسب تبدیل کرنے کی سازش کر رہا ہے۔ 2015 میں یہ سلسلہ تیز ہوا۔ حریت رہنماؤں نے کہا کہ بھارت کشمیر میں آبادی کا تناسب تبدیل کرنے کی سازش کر رہا ہے۔ 2015 میں یہ سلسلہ تیز ہوا۔ (315, 37, 410, 236)
leaf-ornament-icon: ❧ (622, 597, 632, 609)
item-number-badge: 44 (287, 634, 309, 649)
leaf-ornament-icon: ❧ (725, 1385, 734, 1397)
item-header (313, 410, 411, 425)
item-number-badge: 27 (595, 1063, 617, 1078)
gradient-band (646, 470, 698, 482)
item-number-badge: 19 (698, 1510, 719, 1525)
item-text: بھارتی فوج کی جانب سے گھروں پر چھاپوں کا سلسلہ جاری ہے۔ بھارتی فوج کی جانب سے گھروں پر چھاپوں کا سلسلہ جاری ہے۔ بھارتی فوج کی جانب سے گھروں پر چھاپوں کا سلسلہ جاری ہے۔ بھارتی فوج کی جانب سے گھروں پر چھاپوں کا سلسلہ جاری ہے۔ بھارتی فوج کی جانب سے گھروں پر چھاپوں کا سلسلہ جاری ہے۔ بھارتی فوج کی جانب سے گھروں پر چھاپوں کا سلسلہ جاری ہے۔ (520, 848, 615, 947)
column-rule (618, 17, 619, 1367)
gradient-band (748, 1640, 800, 1652)
leaf-ornament-icon: ❧ (417, 809, 426, 821)
item-header (518, 951, 617, 966)
gradient-band (338, 21, 390, 33)
leaf-ornament-icon: ❧ (109, 397, 118, 409)
item-number-badge: 34 (390, 19, 411, 34)
item-number-badge: 2 (800, 665, 822, 680)
item-header (621, 468, 719, 483)
item-header (518, 660, 617, 675)
item-header (723, 665, 822, 680)
leaf-ornament-icon: ❧ (622, 1008, 632, 1020)
item-text: آزاد کشمیر میں سیاحت کے فروغ کے لیے اقدامات کیے جا رہے ہیں۔ آزاد کشمیر میں سیاحت کے فروغ کے لیے اقدامات کیے جا رہے ہیں۔ آزاد کشمیر میں سیاحت کے فروغ کے لیے اقدامات کیے جا رہے ہیں۔ آزاد کشمیر میں سیاحت کے فروغ کے لیے اقدامات کیے جا رہے ہیں۔ آزاد کشمیر میں سیاحت کے فروغ کے لیے اقدامات کیے جا رہے ہیں۔ آزاد کشمیر میں سیاحت کے فروغ کے لیے اقدامات کیے جا رہے ہیں۔ (109, 414, 204, 513)
item-header (416, 580, 514, 595)
item-text: مقبوضہ کشمیر میں صحافیوں پر پابندیاں عائد کی گئیں۔ مقبوضہ کشمیر میں صحافیوں پر پابندیاں عائد کی گئیں۔ مقبوضہ کشمیر میں صحافیوں پر پابندیاں عائد کی گئیں۔ مقبوضہ کشمیر میں صحافیوں پر پابندیاں عائد کی گئیں۔ مقبوضہ کشمیر میں صحافیوں پر پابندیاں عائد کی گئیں۔ مقبوضہ کشمیر میں صحافیوں پر پابندیاں عائد کی گئیں۔ (622, 1528, 718, 1627)
item-header (518, 348, 617, 363)
item-header (210, 248, 309, 263)
item-number-badge: 22 (595, 19, 617, 34)
item-header (723, 969, 822, 984)
gradient-band (646, 599, 698, 610)
item-header (621, 1008, 719, 1023)
leaf-ornament-icon: ❧ (417, 468, 426, 481)
gradient-band (235, 635, 287, 647)
item-text: پاکستانی وزارت خارجہ نے بھارتی ہائی کمشنر کو طلب کر کے احتجاج ریکارڈ کرایا۔ پاکستانی وزارت خارجہ نے بھارتی ہائی کمشنر کو طلب کر کے احتجاج ریکارڈ کرایا۔ پاکستانی وزارت خارجہ نے بھارتی ہائی کمشنر کو طلب کر کے احتجاج ریکارڈ کرایا۔ پاکستانی وزارت خارجہ نے بھارتی ہائی کمشنر کو طلب کر کے احتجاج ریکارڈ کرایا۔ پاکستانی وزارت خارجہ نے بھارتی ہائی کمشنر کو طلب کر کے احتجاج ریکارڈ کرایا۔ پاکستانی وزارت خارجہ نے بھارتی ہائی کمشنر کو طلب کر کے احتجاج ریکارڈ کرایا۔ (622, 1025, 718, 1158)
gradient-band (646, 1512, 698, 1523)
leaf-ornament-icon: ❧ (520, 19, 529, 32)
item-text: مقبوضہ وادی میں مسلسل کرفیو اور پابندیوں کے باعث شہریوں کو شدید مشکلات کا سامنا ہے۔ مقبوضہ وادی میں مسلسل کرفیو اور پابندیوں کے باعث شہریوں کو شدید مشکلات کا سامنا ہے۔ مقبوضہ وادی میں مسلسل کرفیو اور پابندیوں کے باعث شہریوں کو شدید مشکلات کا سامنا ہے۔ مقبوضہ وادی میں مسلسل کرفیو اور پابندیوں کے باعث شہریوں کو شدید مشکلات کا سامنا ہے۔ مقبوضہ وادی میں مسلسل کرفیو اور پابندیوں کے باعث شہریوں کو شدید مشکلات کا سامنا ہے۔ مقبوضہ وادی میں مسلسل کرفیو اور پابندیوں کے باعث شہریوں کو شدید مشکلات کا سامنا ہے۔ (725, 1232, 820, 1381)
item-text: مقبوضہ کشمیر میں بھارتی فورسز نے نہتے شہریوں پر فائرنگ کی۔ مقبوضہ کشمیر میں بھارتی فورسز نے نہتے شہریوں پر فائرنگ کی۔ مقبوضہ کشمیر میں بھارتی فورسز نے نہتے شہریوں پر فائرنگ کی۔ مقبوضہ کشمیر میں بھارتی فورسز نے نہتے شہریوں پر فائرنگ کی۔ مقبوضہ کشمیر میں بھارتی فورسز نے نہتے شہریوں پر فائرنگ کی۔ مقبوضہ کشمیر میں بھارتی فورسز نے نہتے شہریوں پر فائرنگ کی۔ (417, 357, 512, 465)
item-number-badge: 25 (595, 831, 617, 846)
item-text: کشمیری رہنماؤں نے عالمی برادری سے اپیل کی ہے کہ وہ بھارت پر دباؤ ڈالے۔ لندن میں مظاہرہ کیا گیا اور Hall میں اجلاس منعقد ہوا۔ 1989 سے تحریک جاری ہے۔ کشمیری رہنماؤں نے عالمی برادری سے اپیل کی ہے کہ وہ بھارت پر دباؤ ڈالے۔ لندن میں مظاہرہ کیا گیا اور Hall میں اجلاس منعقد ہوا۔ 1989 سے تحریک جاری ہے۔ کشمیری رہنماؤں نے عالمی برادری سے اپیل کی ہے کہ وہ بھارت پر دباؤ ڈالے۔ لندن میں مظاہرہ کیا گیا اور Hall میں اجلاس منعقد ہوا۔ 1989 سے تحریک جاری ہے۔ کشمیری رہنماؤں نے عالمی برادری سے اپیل کی ہے کہ وہ بھارت پر دباؤ ڈالے۔ لندن میں مظاہرہ کیا گیا اور Hall میں اجلاس منعقد ہوا۔ 1989 سے تحریک جاری ہے۔ کشمیری رہنماؤں نے عالمی برادری سے اپیل کی ہے کہ وہ بھارت پر دباؤ ڈالے۔ لندن میں مظاہرہ کیا گیا اور Hall میں اجلاس منعقد ہوا۔ 1989 سے تحریک جاری ہے۔ کشمیری رہنماؤں نے عالمی برادری سے اپیل کی ہے کہ وہ بھارت پر دباؤ ڈالے۔ لندن میں مظاہرہ کیا گیا اور Hall میں اجلاس منعقد ہوا۔ 1989 سے تحریک جاری ہے۔ (725, 2301, 821, 2575)
item-header (723, 2283, 822, 2298)
item-text: جموں میں ہندو انتہا پسندوں کی جانب سے مسلمانوں کے خلاف نفرت انگیز مہم جاری ہے۔ 19 افراد کو حراست میں لیا گیا۔ جموں میں ہندو انتہا پسندوں کی جانب سے مسلمانوں کے خلاف نفرت انگیز مہم جاری ہے۔ 19 افراد کو حراست میں لیا گیا۔ جموں میں ہندو انتہا پسندوں کی جانب سے مسلمانوں کے خلاف نفرت انگیز مہم جاری ہے۔ 19 افراد کو حراست میں لیا گیا۔ جموں میں ہندو انتہا پسندوں کی جانب سے مسلمانوں کے خلاف نفرت انگیز مہم جاری ہے۔ 19 افراد کو حراست میں لیا گیا۔ جموں میں ہندو انتہا پسندوں کی جانب سے مسلمانوں کے خلاف نفرت انگیز مہم جاری ہے۔ 19 افراد کو حراست میں لیا گیا۔ جموں میں ہندو انتہا پسندوں کی جانب سے مسلمانوں کے خلاف نفرت انگیز مہم جاری ہے۔ 19 افراد کو حراست میں لیا گیا۔ (622, 37, 718, 236)
gradient-band (133, 295, 184, 306)
leaf-ornament-icon: ❧ (417, 340, 426, 352)
item-text: آزاد کشمیر کے صدر نے کہا کہ کشمیری عوام کی جدوجہد کامیابی سے ہمکنار ہوگی۔ انہوں نے عالمی رہنماؤں سے رابطے کیے۔ آزاد کشمیر کے صدر نے کہا کہ کشمیری عوام کی جدوجہد کامیابی سے ہمکنار ہوگی۔ انہوں نے عالمی رہنماؤں سے رابطے کیے۔ آزاد کشمیر کے صدر نے کہا کہ کشمیری عوام کی جدوجہد کامیابی سے ہمکنار ہوگی۔ انہوں نے عالمی رہنماؤں سے رابطے کیے۔ آزاد کشمیر کے صدر نے کہا کہ کشمیری عوام کی جدوجہد کامیابی سے ہمکنار ہوگی۔ انہوں نے عالمی رہنماؤں سے رابطے کیے۔ آزاد کشمیر کے صدر نے کہا کہ کشمیری عوام کی جدوجہد کامیابی سے ہمکنار ہوگی۔ انہوں نے عالمی رہنماؤں سے رابطے کیے۔ آزاد کشمیر کے صدر نے کہا کہ کشمیری عوام کی جدوجہد کامیابی سے ہمکنار ہوگی۔ انہوں نے عالمی رہنماؤں سے رابطے کیے۔ (212, 37, 307, 245)
item-number-badge: 14 (698, 725, 719, 740)
leaf-ornament-icon: ❧ (212, 19, 221, 32)
item-header (5, 360, 103, 375)
leaf-ornament-icon: ❧ (212, 418, 221, 431)
item-text: کشمیری قیادت نے بھارتی انتخابات کو مسترد کر دیا۔ کشمیری قیادت نے بھارتی انتخابات کو مسترد کر دیا۔ کشمیری قیادت نے بھارتی انتخابات کو مسترد کر دیا۔ کشمیری قیادت نے بھارتی انتخابات کو مسترد کر دیا۔ کشمیری قیادت نے بھارتی انتخابات کو مسترد کر دیا۔ کشمیری قیادت نے بھارتی انتخابات کو مسترد کر دیا۔ (315, 427, 410, 510)
gradient-band (133, 21, 184, 33)
column-rule (105, 17, 106, 1367)
item-header (313, 821, 411, 836)
gradient-band (30, 672, 82, 684)
item-number-badge: 55 (82, 670, 103, 685)
item-number-badge: 1 (800, 19, 822, 34)
leaf-ornament-icon: ❧ (520, 1191, 529, 1204)
item-text: آزاد کشمیر کے وزیراعظم نے کہا کہ کشمیری عوام کی قربانیاں رائیگاں نہیں جائیں گی۔ 1925 کی تاریخ سے لے کر آج تک جدوجہد جاری ہے اور عوام متحد ہیں۔ آزاد کشمیر کے وزیراعظم نے کہا کہ کشمیری عوام کی قربانیاں رائیگاں نہیں جائیں گی۔ 1925 کی تاریخ سے لے کر آج تک جدوجہد جاری ہے اور عوام متحد ہیں۔ آزاد کشمیر کے وزیراعظم نے کہا کہ کشمیری عوام کی قربانیاں رائیگاں نہیں جائیں گی۔ 1925 کی تاریخ سے لے کر آج تک جدوجہد جاری ہے اور عوام متحد ہیں۔ آزاد کشمیر کے وزیراعظم نے کہا کہ کشمیری عوام کی قربانیاں رائیگاں نہیں جائیں گی۔ 1925 کی تاریخ سے لے کر آج تک جدوجہد جاری ہے اور عوام متحد ہیں۔ آزاد کشمیر کے وزیراعظم نے کہا کہ کشمیری عوام کی قربانیاں رائیگاں نہیں جائیں گی۔ 1925 کی تاریخ سے لے کر آج تک جدوجہد جاری ہے اور عوام متحد ہیں۔ آزاد کشمیر کے وزیراعظم نے کہا کہ کشمیری عوام کی قربانیاں رائیگاں نہیں جائیں گی۔ 1925 کی تاریخ سے لے کر آج تک جدوجہد جاری ہے اور عوام متحد ہیں۔ (725, 1656, 820, 1914)
leaf-ornament-icon: ❧ (622, 896, 632, 908)
news-column (210, 17, 309, 1367)
gradient-band (30, 21, 82, 33)
item-header (108, 164, 206, 179)
news-column (416, 17, 514, 1367)
item-text: مقبوضہ کشمیر میں انٹرنیٹ سروس معطل کر دی گئی۔ عوام کو شدید مشکلات کا سامنا ہے۔ مقبوضہ کشمیر میں انٹرنیٹ سروس معطل کر دی گئی۔ عوام کو شدید مشکلات کا سامنا ہے۔ مقبوضہ کشمیر میں انٹرنیٹ سروس معطل کر دی گئی۔ عوام کو شدید مشکلات کا سامنا ہے۔ مقبوضہ کشمیر میں انٹرنیٹ سروس معطل کر دی گئی۔ عوام کو شدید مشکلات کا سامنا ہے۔ مقبوضہ کشمیر میں انٹرنیٹ سروس معطل کر دی گئی۔ عوام کو شدید مشکلات کا سامنا ہے۔ مقبوضہ کشمیر میں انٹرنیٹ سروس معطل کر دی گئی۔ عوام کو شدید مشکلات کا سامنا ہے۔ (315, 531, 410, 680)
gradient-band (235, 420, 287, 432)
item-number-badge: 3 (800, 969, 822, 984)
leaf-ornament-icon: ❧ (725, 665, 734, 678)
gradient-band (441, 21, 492, 33)
leaf-ornament-icon: ❧ (725, 2283, 734, 2296)
item-number-badge: 21 (698, 1750, 719, 1765)
item-text: کشمیر کی آزادی تک جدوجہد جاری رکھنے کا عزم۔ 2 نئے منصوبے شروع ہوئے۔ کشمیر کی آزادی تک جدوجہد جاری رکھنے کا عزم۔ 2 نئے منصوبے شروع ہوئے۔ کشمیر کی آزادی تک جدوجہد جاری رکھنے کا عزم۔ 2 نئے منصوبے شروع ہوئے۔ کشمیر کی آزادی تک جدوجہد جاری رکھنے کا عزم۔ 2 نئے منصوبے شروع ہوئے۔ کشمیر کی آزادی تک جدوجہد جاری رکھنے کا عزم۔ 2 نئے منصوبے شروع ہوئے۔ کشمیر کی آزادی تک جدوجہد جاری رکھنے کا عزم۔ 2 نئے منصوبے شروع ہوئے۔ (212, 651, 308, 775)
gradient-band (30, 361, 82, 373)
item-text: جموں و کشمیر لبریشن فرنٹ نے احتجاجی پروگرام کا اعلان کیا۔ 29 اپریل 2015 کو مظاہرہ ہوگا۔ 05 مئی 2015 اور 07:06 بجے اجلاس ہوگا۔ جموں و کشمیر لبریشن فرنٹ نے احتجاجی پروگرام کا اعلان کیا۔ 29 اپریل 2015 کو مظاہرہ ہوگا۔ 05 مئی 2015 اور 07:06 بجے اجلاس ہوگا۔ جموں و کشمیر لبریشن فرنٹ نے احتجاجی پروگرام کا اعلان کیا۔ 29 اپریل 2015 کو مظاہرہ ہوگا۔ 05 مئی 2015 اور 07:06 بجے اجلاس ہوگا۔ جموں و کشمیر لبریشن فرنٹ نے احتجاجی پروگرام کا اعلان کیا۔ 29 اپریل 2015 کو مظاہرہ ہوگا۔ 05 مئی 2015 اور 07:06 بجے اجلاس ہوگا۔ جموں و کشمیر لبریشن فرنٹ نے احتجاجی پروگرام کا اعلان کیا۔ 29 اپریل 2015 کو مظاہرہ ہوگا۔ 05 مئی 2015 اور 07:06 بجے اجلاس ہوگا۔ جموں و کشمیر لبریشن فرنٹ نے احتجاجی پروگرام کا اعلان کیا۔ 29 اپریل 2015 کو مظاہرہ ہوگا۔ 05 مئی 2015 اور 07:06 بجے اجلاس ہوگا۔ (520, 1209, 616, 1442)
item-number-badge: 15 (698, 896, 719, 911)
column-rule (413, 17, 414, 1367)
gradient-band (441, 470, 492, 482)
item-number-badge: 20 (698, 1630, 719, 1645)
item-header (108, 19, 206, 34)
leaf-ornament-icon: ❧ (7, 360, 16, 372)
item-header (621, 19, 719, 34)
leaf-ornament-icon: ❧ (622, 240, 632, 252)
item-text: میرپور میں شہریوں نے بجلی کی لوڈ شیڈنگ کے خلاف مظاہرہ کیا۔ میرپور میں شہریوں نے بجلی کی لوڈ شیڈنگ کے خلاف مظاہرہ کیا۔ میرپور میں شہریوں نے بجلی کی لوڈ شیڈنگ کے خلاف مظاہرہ کیا۔ میرپور میں شہریوں نے بجلی کی لوڈ شیڈنگ کے خلاف مظاہرہ کیا۔ میرپور میں شہریوں نے بجلی کی لوڈ شیڈنگ کے خلاف مظاہرہ کیا۔ میرپور میں شہریوں نے بجلی کی لوڈ شیڈنگ کے خلاف مظاہرہ کیا۔ (622, 1407, 718, 1507)
item-text: آزاد جموں و کشمیر حکومت نے تعلیم کے شعبے میں اصلاحات کا اعلان کیا ہے۔ 100 نئے اسکول قائم کیے جائیں گے اور اساتذہ کی بھرتی کی جائے گی۔ عوامی نمائندوں نے اس اقدام کا خیرمقدم کیا۔ آزاد جموں و کشمیر حکومت نے تعلیم کے شعبے میں اصلاحات کا اعلان کیا ہے۔ 100 نئے اسکول قائم کیے جائیں گے اور اساتذہ کی بھرتی کی جائے گی۔ عوامی نمائندوں نے اس اقدام کا خیرمقدم کیا۔ آزاد جموں و کشمیر حکومت نے تعلیم کے شعبے میں اصلاحات کا اعلان کیا ہے۔ 100 نئے اسکول قائم کیے جائیں گے اور اساتذہ کی بھرتی کی جائے گی۔ عوامی نمائندوں نے اس اقدام کا خیرمقدم کیا۔ آزاد جموں و کشمیر حکومت نے تعلیم کے شعبے میں اصلاحات کا اعلان کیا ہے۔ 100 نئے اسکول قائم کیے جائیں گے اور اساتذہ کی بھرتی کی جائے گی۔ عوامی نمائندوں نے اس اقدام کا خیرمقدم کیا۔ آزاد جموں و کشمیر حکومت نے تعلیم کے شعبے میں اصلاحات کا اعلان کیا ہے۔ 100 نئے اسکول قائم کیے جائیں گے اور اساتذہ کی بھرتی کی جائے گی۔ عوامی نمائندوں نے اس اقدام کا خیرمقدم کیا۔ آزاد جموں و کشمیر حکومت نے تعلیم کے شعبے میں اصلاحات کا اعلان کیا ہے۔ 100 نئے اسکول قائم کیے جائیں گے اور اساتذہ کی بھرتی کی جائے گی۔ عوامی نمائندوں نے اس اقدام کا خیرمقدم کیا۔ (520, 37, 616, 345)
gradient-band (543, 1193, 595, 1205)
gradient-band (30, 585, 82, 597)
item-header (313, 684, 411, 699)
gradient-band (748, 667, 800, 679)
item-text: کشمیر کے مختلف علاقوں میں بھارت مخالف مظاہرے ہوئے۔ 2003 میں ہونے والے معاہدے کی خلاف ورزی کی گئی۔ 27 افراد زخمی۔ کشمیر کے مختلف علاقوں میں بھارت مخالف مظاہرے ہوئے۔ 2003 میں ہونے والے معاہدے کی خلاف ورزی کی گئی۔ 27 افراد زخمی۔ کشمیر کے مختلف علاقوں میں بھارت مخالف مظاہرے ہوئے۔ 2003 میں ہونے والے معاہدے کی خلاف ورزی کی گئی۔ 27 افراد زخمی۔ کشمیر کے مختلف علاقوں میں بھارت مخالف مظاہرے ہوئے۔ 2003 میں ہونے والے معاہدے کی خلاف ورزی کی گئی۔ 27 افراد زخمی۔ کشمیر کے مختلف علاقوں میں بھارت مخالف مظاہرے ہوئے۔ 2003 میں ہونے والے معاہدے کی خلاف ورزی کی گئی۔ 27 افراد زخمی۔ کشمیر کے مختلف علاقوں میں بھارت مخالف مظاہرے ہوئے۔ 2003 میں ہونے والے معاہدے کی خلاف ورزی کی گئی۔ 27 افراد زخمی۔ (622, 257, 718, 465)
gradient-band (543, 952, 595, 964)
gradient-band (543, 662, 595, 674)
leaf-ornament-icon: ❧ (7, 583, 16, 596)
gradient-band (646, 1752, 698, 1764)
gradient-band (748, 2089, 800, 2101)
item-header (621, 1161, 719, 1176)
gradient-band (441, 582, 492, 593)
leaf-ornament-icon: ❧ (622, 1161, 632, 1174)
item-text: کشمیر کے مسئلے پر عالمی کانفرنس کے انعقاد کا مطالبہ کیا گیا۔ کشمیر کے مسئلے پر عالمی کانفرنس کے انعقاد کا مطالبہ کیا گیا۔ کشمیر کے مسئلے پر عالمی کانفرنس کے انعقاد کا مطالبہ کیا گیا۔ کشمیر کے مسئلے پر عالمی کانفرنس کے انعقاد کا مطالبہ کیا گیا۔ کشمیر کے مسئلے پر عالمی کانفرنس کے انعقاد کا مطالبہ کیا گیا۔ کشمیر کے مسئلے پر عالمی کانفرنس کے انعقاد کا مطالبہ کیا گیا۔ (315, 838, 410, 946)
item-number-badge: 12 (698, 468, 719, 483)
leaf-ornament-icon: ❧ (212, 634, 221, 646)
item-text: کشمیری خواتین نے انسانی حقوق کی خلاف ورزیوں پر احتجاج کیا۔ کشمیری خواتین نے انسانی حقوق کی خلاف ورزیوں پر احتجاج کیا۔ کشمیری خواتین نے انسانی حقوق کی خلاف ورزیوں پر احتجاج کیا۔ کشمیری خواتین نے انسانی حقوق کی خلاف ورزیوں پر احتجاج کیا۔ کشمیری خواتین نے انسانی حقوق کی خلاف ورزیوں پر احتجاج کیا۔ کشمیری خواتین نے انسانی حقوق کی خلاف ورزیوں پر احتجاج کیا۔ (7, 377, 102, 477)
item-header (5, 189, 103, 205)
item-text: حریت رہنما نے کہا کہ بھارت مذاکرات سے فرار اختیار کر رہا ہے۔ حریت رہنما نے کہا کہ بھارت مذاکرات سے فرار اختیار کر رہا ہے۔ حریت رہنما نے کہا کہ بھارت مذاکرات سے فرار اختیار کر رہا ہے۔ حریت رہنما نے کہا کہ بھارت مذاکرات سے فرار اختیار کر رہا ہے۔ حریت رہنما نے کہا کہ بھارت مذاکرات سے فرار اختیار کر رہا ہے۔ حریت رہنما نے کہا کہ بھارت مذاکرات سے فرار اختیار کر رہا ہے۔ (622, 614, 718, 722)
item-header (723, 19, 822, 34)
item-header (210, 538, 309, 553)
item-number-badge: 16 (698, 1008, 719, 1023)
